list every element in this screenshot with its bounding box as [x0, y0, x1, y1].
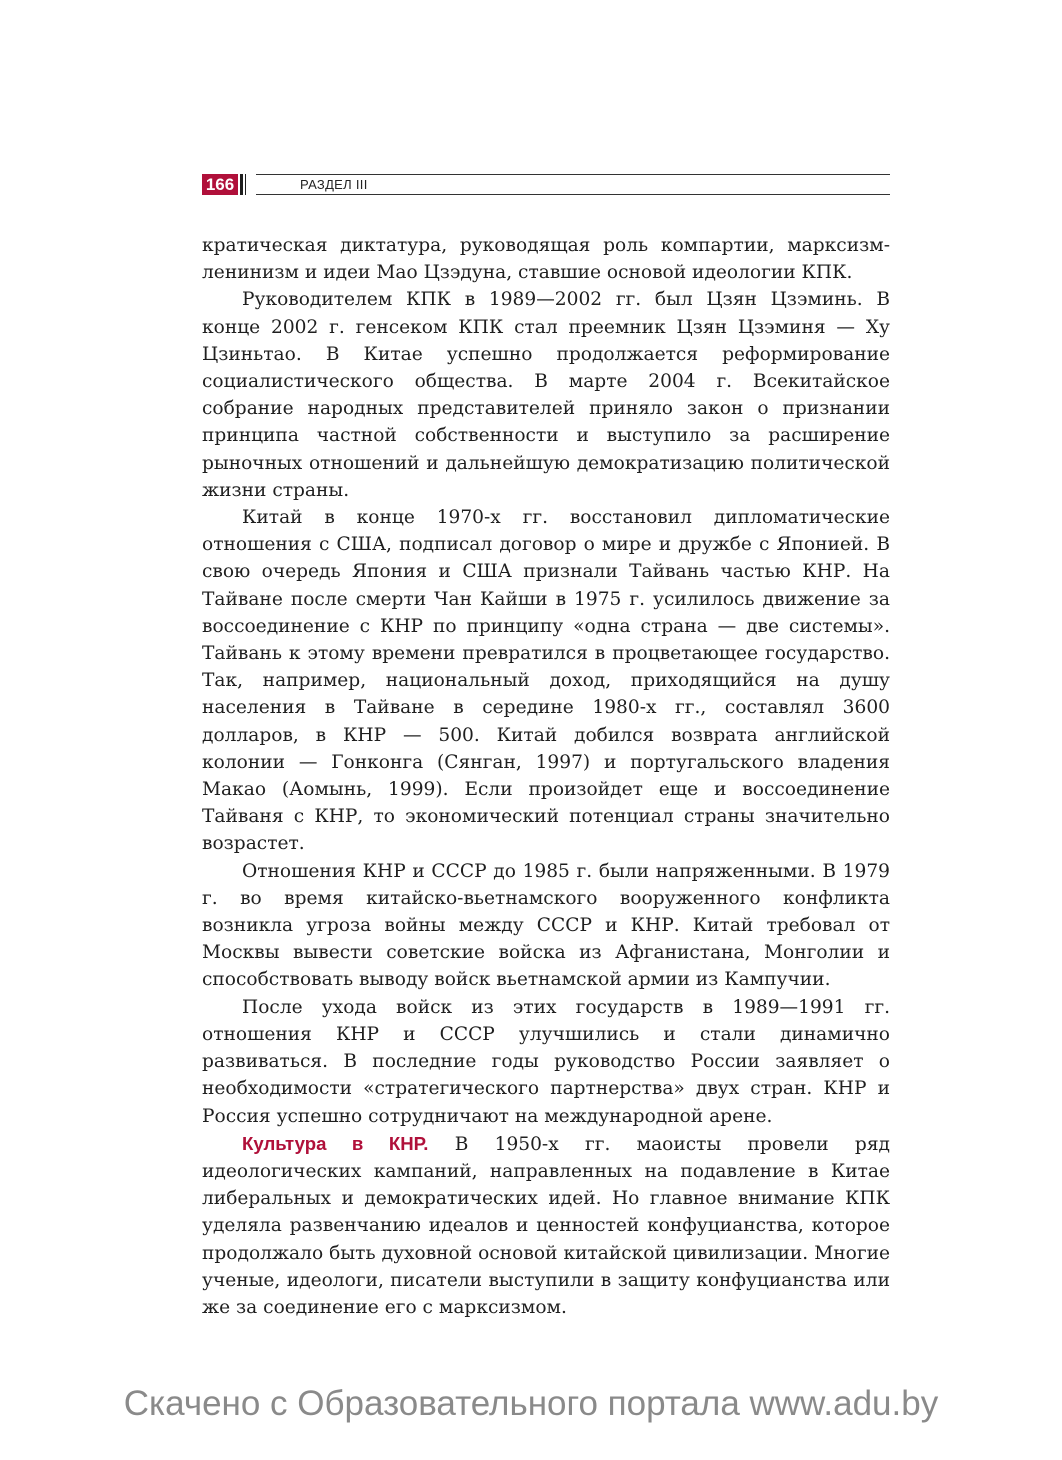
header-rule-top [256, 174, 890, 175]
paragraph: Отношения КНР и СССР до 1985 г. были напряженными. В 1979 г. во время китайско-вьетнамского вооруженного конфликта возникла угроза войны между СССР и КНР. Китай требовал от Москвы вывести советские войска из Афганистана, Монголии и способствовать выводу войск вьетнамской армии из Кампучии. [202, 860, 890, 991]
watermark: Скачено с Образовательного портала www.adu.by [123, 1384, 939, 1423]
paragraph-text: В 1950-х гг. маоисты провели ряд идеологических кампаний, направленных на подавление в Китае либеральных и демократических идей. Но главное внимание КПК уделяла развенчанию идеалов и ценностей конфуцианства, которое продолжало быть духовной основой китайской цивилизации. Многие ученые, идеологи, писатели выступили в защиту конфуцианства или же за соединение его с марксизмом. [202, 1133, 891, 1318]
inline-heading: Культура в КНР. [242, 1132, 429, 1154]
paragraph: Руководителем КПК в 1989—2002 гг. был Цзян Цзэминь. В конце 2002 г. генсеком КПК стал преемник Цзян Цзэминя — Ху Цзиньтао. В Китае успешно продолжается реформирование социалистического общества. В марте 2004 г. Всекитайское собрание народных представителей приняло закон о признании принципа частной собственности и выступило за расширение рыночных отношений и дальнейшую демократизацию политической жизни страны. [202, 289, 890, 501]
body-text [202, 232, 890, 1321]
header-divider [240, 174, 243, 195]
header-divider-thin [245, 174, 246, 195]
section-title: РАЗДЕЛ III [300, 177, 368, 192]
paragraph: кратическая диктатура, руководящая роль компартии, марксизм-ленинизм и идеи Мао Цзэдуна, ставшие основой идеологии КПК. [202, 235, 890, 284]
paragraph: Китай в конце 1970-х гг. восстановил дипломатические отношения с США, подписал договор о мире и дружбе с Японией. В свою очередь Япония и США признали Тайвань частью КНР. На Тайване после смерти Чан Кайши в 1975 г. усилилось движение за воссоединение с КНР по принципу «одна страна — две системы». Тайвань к этому времени превратился в процветающее государство. Так, например, национальный доход, приходящийся на душу населения в Тайване в середине 1980-х гг., составлял 3600 долларов, в КНР — 500. Китай добился возврата английской колонии — Гонконга (Сянган, 1997) и португальского владения Макао (Аомынь, 1999). Если произойдет еще и воссоединение Тайваня с КНР, то экономический потенциал страны значительно возрастет. [202, 507, 890, 855]
paragraph: После ухода войск из этих государств в 1989—1991 гг. отношения КНР и СССР улучшились и стали динамично развиваться. В последние годы руководство России заявляет о необходимости «стратегического партнерства» двух стран. КНР и Россия успешно сотрудничают на международной арене. [202, 996, 890, 1127]
running-header [202, 171, 890, 197]
page-number: 166 [202, 174, 238, 195]
header-rule-bottom [256, 194, 890, 195]
paragraph-with-heading [202, 1130, 890, 1321]
